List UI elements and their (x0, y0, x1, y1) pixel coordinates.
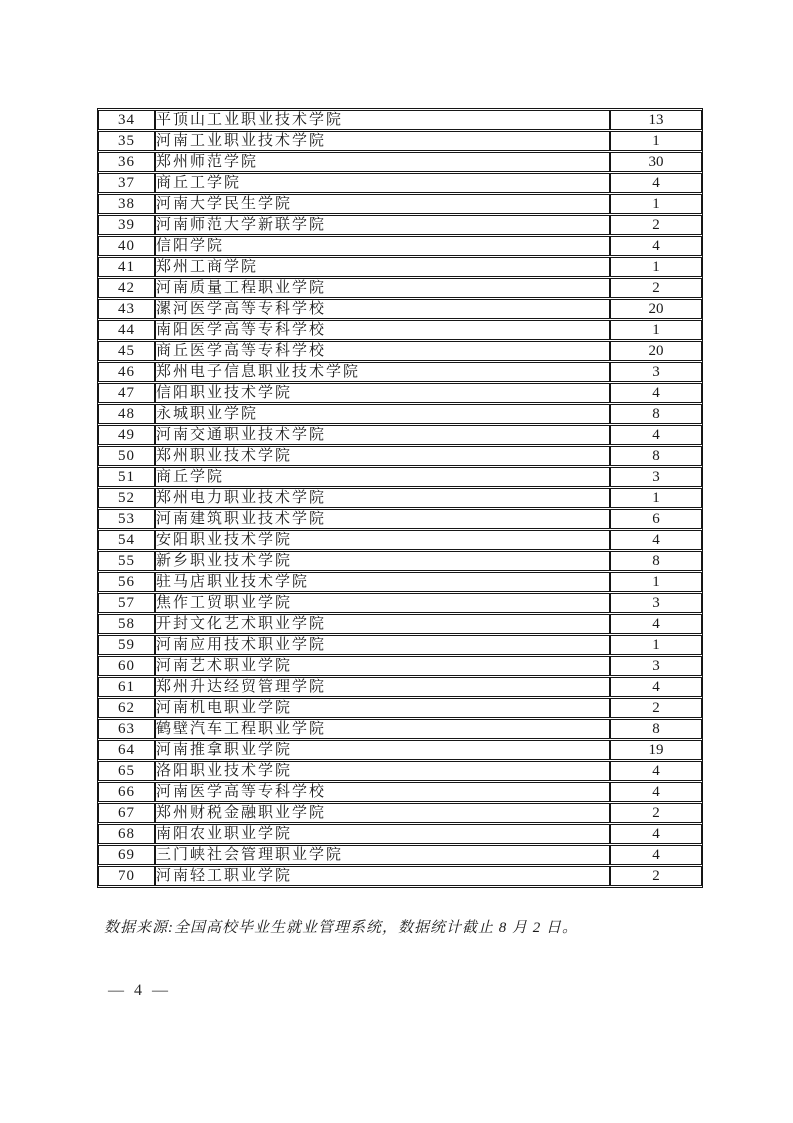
table-row (98, 362, 702, 382)
school-name-cell: 安阳职业技术学院 (155, 530, 610, 550)
row-number-cell: 61 (98, 677, 155, 697)
count-cell: 3 (610, 362, 702, 382)
table-row (98, 257, 702, 277)
row-number-cell: 54 (98, 530, 155, 550)
count-cell: 1 (610, 635, 702, 655)
table-row (98, 866, 702, 886)
school-name-cell: 商丘学院 (155, 467, 610, 487)
row-number-cell: 38 (98, 194, 155, 214)
row-number-cell: 48 (98, 404, 155, 424)
row-number-cell: 36 (98, 152, 155, 172)
count-cell: 4 (610, 236, 702, 256)
row-number-cell: 56 (98, 572, 155, 592)
row-number-cell: 67 (98, 803, 155, 823)
page-number: — 4 — (108, 982, 171, 999)
count-cell: 4 (610, 761, 702, 781)
table-row (98, 341, 702, 361)
school-name-cell: 河南交通职业技术学院 (155, 425, 610, 445)
school-name-cell: 河南医学高等专科学校 (155, 782, 610, 802)
school-name-cell: 永城职业学院 (155, 404, 610, 424)
count-cell: 4 (610, 383, 702, 403)
count-cell: 1 (610, 131, 702, 151)
row-number-cell: 66 (98, 782, 155, 802)
school-name-cell: 河南建筑职业技术学院 (155, 509, 610, 529)
count-cell: 2 (610, 698, 702, 718)
row-number-cell: 59 (98, 635, 155, 655)
count-cell: 4 (610, 824, 702, 844)
count-cell: 4 (610, 425, 702, 445)
count-cell: 6 (610, 509, 702, 529)
school-name-cell: 开封文化艺术职业学院 (155, 614, 610, 634)
count-cell: 4 (610, 677, 702, 697)
table-row (98, 845, 702, 865)
table-row (98, 530, 702, 550)
table-row (98, 677, 702, 697)
school-name-cell: 河南机电职业学院 (155, 698, 610, 718)
row-number-cell: 60 (98, 656, 155, 676)
school-name-cell: 河南质量工程职业学院 (155, 278, 610, 298)
school-name-cell: 三门峡社会管理职业学院 (155, 845, 610, 865)
row-number-cell: 47 (98, 383, 155, 403)
table-row (98, 173, 702, 193)
count-cell: 4 (610, 614, 702, 634)
count-cell: 20 (610, 341, 702, 361)
school-name-cell: 南阳农业职业学院 (155, 824, 610, 844)
table-row (98, 383, 702, 403)
count-cell: 30 (610, 152, 702, 172)
count-cell: 4 (610, 782, 702, 802)
table-row (98, 467, 702, 487)
school-name-cell: 商丘工学院 (155, 173, 610, 193)
table-row (98, 572, 702, 592)
school-name-cell: 郑州工商学院 (155, 257, 610, 277)
row-number-cell: 62 (98, 698, 155, 718)
school-name-cell: 平顶山工业职业技术学院 (155, 110, 610, 130)
school-name-cell: 河南艺术职业学院 (155, 656, 610, 676)
school-name-cell: 河南推拿职业学院 (155, 740, 610, 760)
school-name-cell: 河南大学民生学院 (155, 194, 610, 214)
table-row (98, 215, 702, 235)
school-name-cell: 郑州职业技术学院 (155, 446, 610, 466)
school-name-cell: 焦作工贸职业学院 (155, 593, 610, 613)
table-row (98, 824, 702, 844)
school-name-cell: 信阳职业技术学院 (155, 383, 610, 403)
count-cell: 3 (610, 467, 702, 487)
table-row (98, 320, 702, 340)
count-cell: 1 (610, 257, 702, 277)
row-number-cell: 63 (98, 719, 155, 739)
row-number-cell: 35 (98, 131, 155, 151)
table-row (98, 803, 702, 823)
count-cell: 4 (610, 530, 702, 550)
count-cell: 8 (610, 404, 702, 424)
table-row (98, 404, 702, 424)
row-number-cell: 40 (98, 236, 155, 256)
count-cell: 1 (610, 488, 702, 508)
table-row (98, 278, 702, 298)
count-cell: 13 (610, 110, 702, 130)
count-cell: 4 (610, 173, 702, 193)
table-row (98, 131, 702, 151)
row-number-cell: 64 (98, 740, 155, 760)
count-cell: 8 (610, 446, 702, 466)
table-row (98, 152, 702, 172)
school-count-table-body (98, 110, 702, 886)
row-number-cell: 39 (98, 215, 155, 235)
school-name-cell: 鹤壁汽车工程职业学院 (155, 719, 610, 739)
school-name-cell: 郑州电力职业技术学院 (155, 488, 610, 508)
school-name-cell: 驻马店职业技术学院 (155, 572, 610, 592)
count-cell: 2 (610, 278, 702, 298)
table-row (98, 299, 702, 319)
school-name-cell: 洛阳职业技术学院 (155, 761, 610, 781)
table-row (98, 509, 702, 529)
table-row (98, 719, 702, 739)
school-name-cell: 郑州财税金融职业学院 (155, 803, 610, 823)
count-cell: 2 (610, 215, 702, 235)
school-name-cell: 新乡职业技术学院 (155, 551, 610, 571)
row-number-cell: 49 (98, 425, 155, 445)
school-name-cell: 漯河医学高等专科学校 (155, 299, 610, 319)
school-name-cell: 郑州师范学院 (155, 152, 610, 172)
row-number-cell: 58 (98, 614, 155, 634)
count-cell: 1 (610, 572, 702, 592)
table-row (98, 593, 702, 613)
count-cell: 19 (610, 740, 702, 760)
count-cell: 8 (610, 551, 702, 571)
table-row (98, 635, 702, 655)
row-number-cell: 68 (98, 824, 155, 844)
table-row (98, 782, 702, 802)
row-number-cell: 50 (98, 446, 155, 466)
table-row (98, 698, 702, 718)
count-cell: 2 (610, 803, 702, 823)
row-number-cell: 37 (98, 173, 155, 193)
row-number-cell: 44 (98, 320, 155, 340)
data-source-note: 数据来源:全国高校毕业生就业管理系统，数据统计截止 8 月 2 日。 (104, 920, 578, 936)
school-name-cell: 信阳学院 (155, 236, 610, 256)
row-number-cell: 69 (98, 845, 155, 865)
school-name-cell: 河南应用技术职业学院 (155, 635, 610, 655)
table-row (98, 551, 702, 571)
school-name-cell: 郑州电子信息职业技术学院 (155, 362, 610, 382)
count-cell: 4 (610, 845, 702, 865)
row-number-cell: 34 (98, 110, 155, 130)
count-cell: 20 (610, 299, 702, 319)
school-name-cell: 河南工业职业技术学院 (155, 131, 610, 151)
row-number-cell: 65 (98, 761, 155, 781)
row-number-cell: 55 (98, 551, 155, 571)
table-row (98, 740, 702, 760)
row-number-cell: 46 (98, 362, 155, 382)
school-name-cell: 河南师范大学新联学院 (155, 215, 610, 235)
row-number-cell: 45 (98, 341, 155, 361)
school-count-table (97, 108, 703, 888)
row-number-cell: 43 (98, 299, 155, 319)
row-number-cell: 41 (98, 257, 155, 277)
count-cell: 1 (610, 194, 702, 214)
school-name-cell: 南阳医学高等专科学校 (155, 320, 610, 340)
table-row (98, 194, 702, 214)
row-number-cell: 70 (98, 866, 155, 886)
table-row (98, 425, 702, 445)
row-number-cell: 42 (98, 278, 155, 298)
row-number-cell: 53 (98, 509, 155, 529)
count-cell: 2 (610, 866, 702, 886)
row-number-cell: 52 (98, 488, 155, 508)
table-row (98, 488, 702, 508)
table-row (98, 446, 702, 466)
count-cell: 3 (610, 656, 702, 676)
table-row (98, 761, 702, 781)
count-cell: 1 (610, 320, 702, 340)
table-row (98, 614, 702, 634)
table-row (98, 110, 702, 130)
count-cell: 3 (610, 593, 702, 613)
row-number-cell: 57 (98, 593, 155, 613)
table-row (98, 236, 702, 256)
school-name-cell: 河南轻工职业学院 (155, 866, 610, 886)
count-cell: 8 (610, 719, 702, 739)
table-row (98, 656, 702, 676)
school-name-cell: 商丘医学高等专科学校 (155, 341, 610, 361)
row-number-cell: 51 (98, 467, 155, 487)
school-name-cell: 郑州升达经贸管理学院 (155, 677, 610, 697)
